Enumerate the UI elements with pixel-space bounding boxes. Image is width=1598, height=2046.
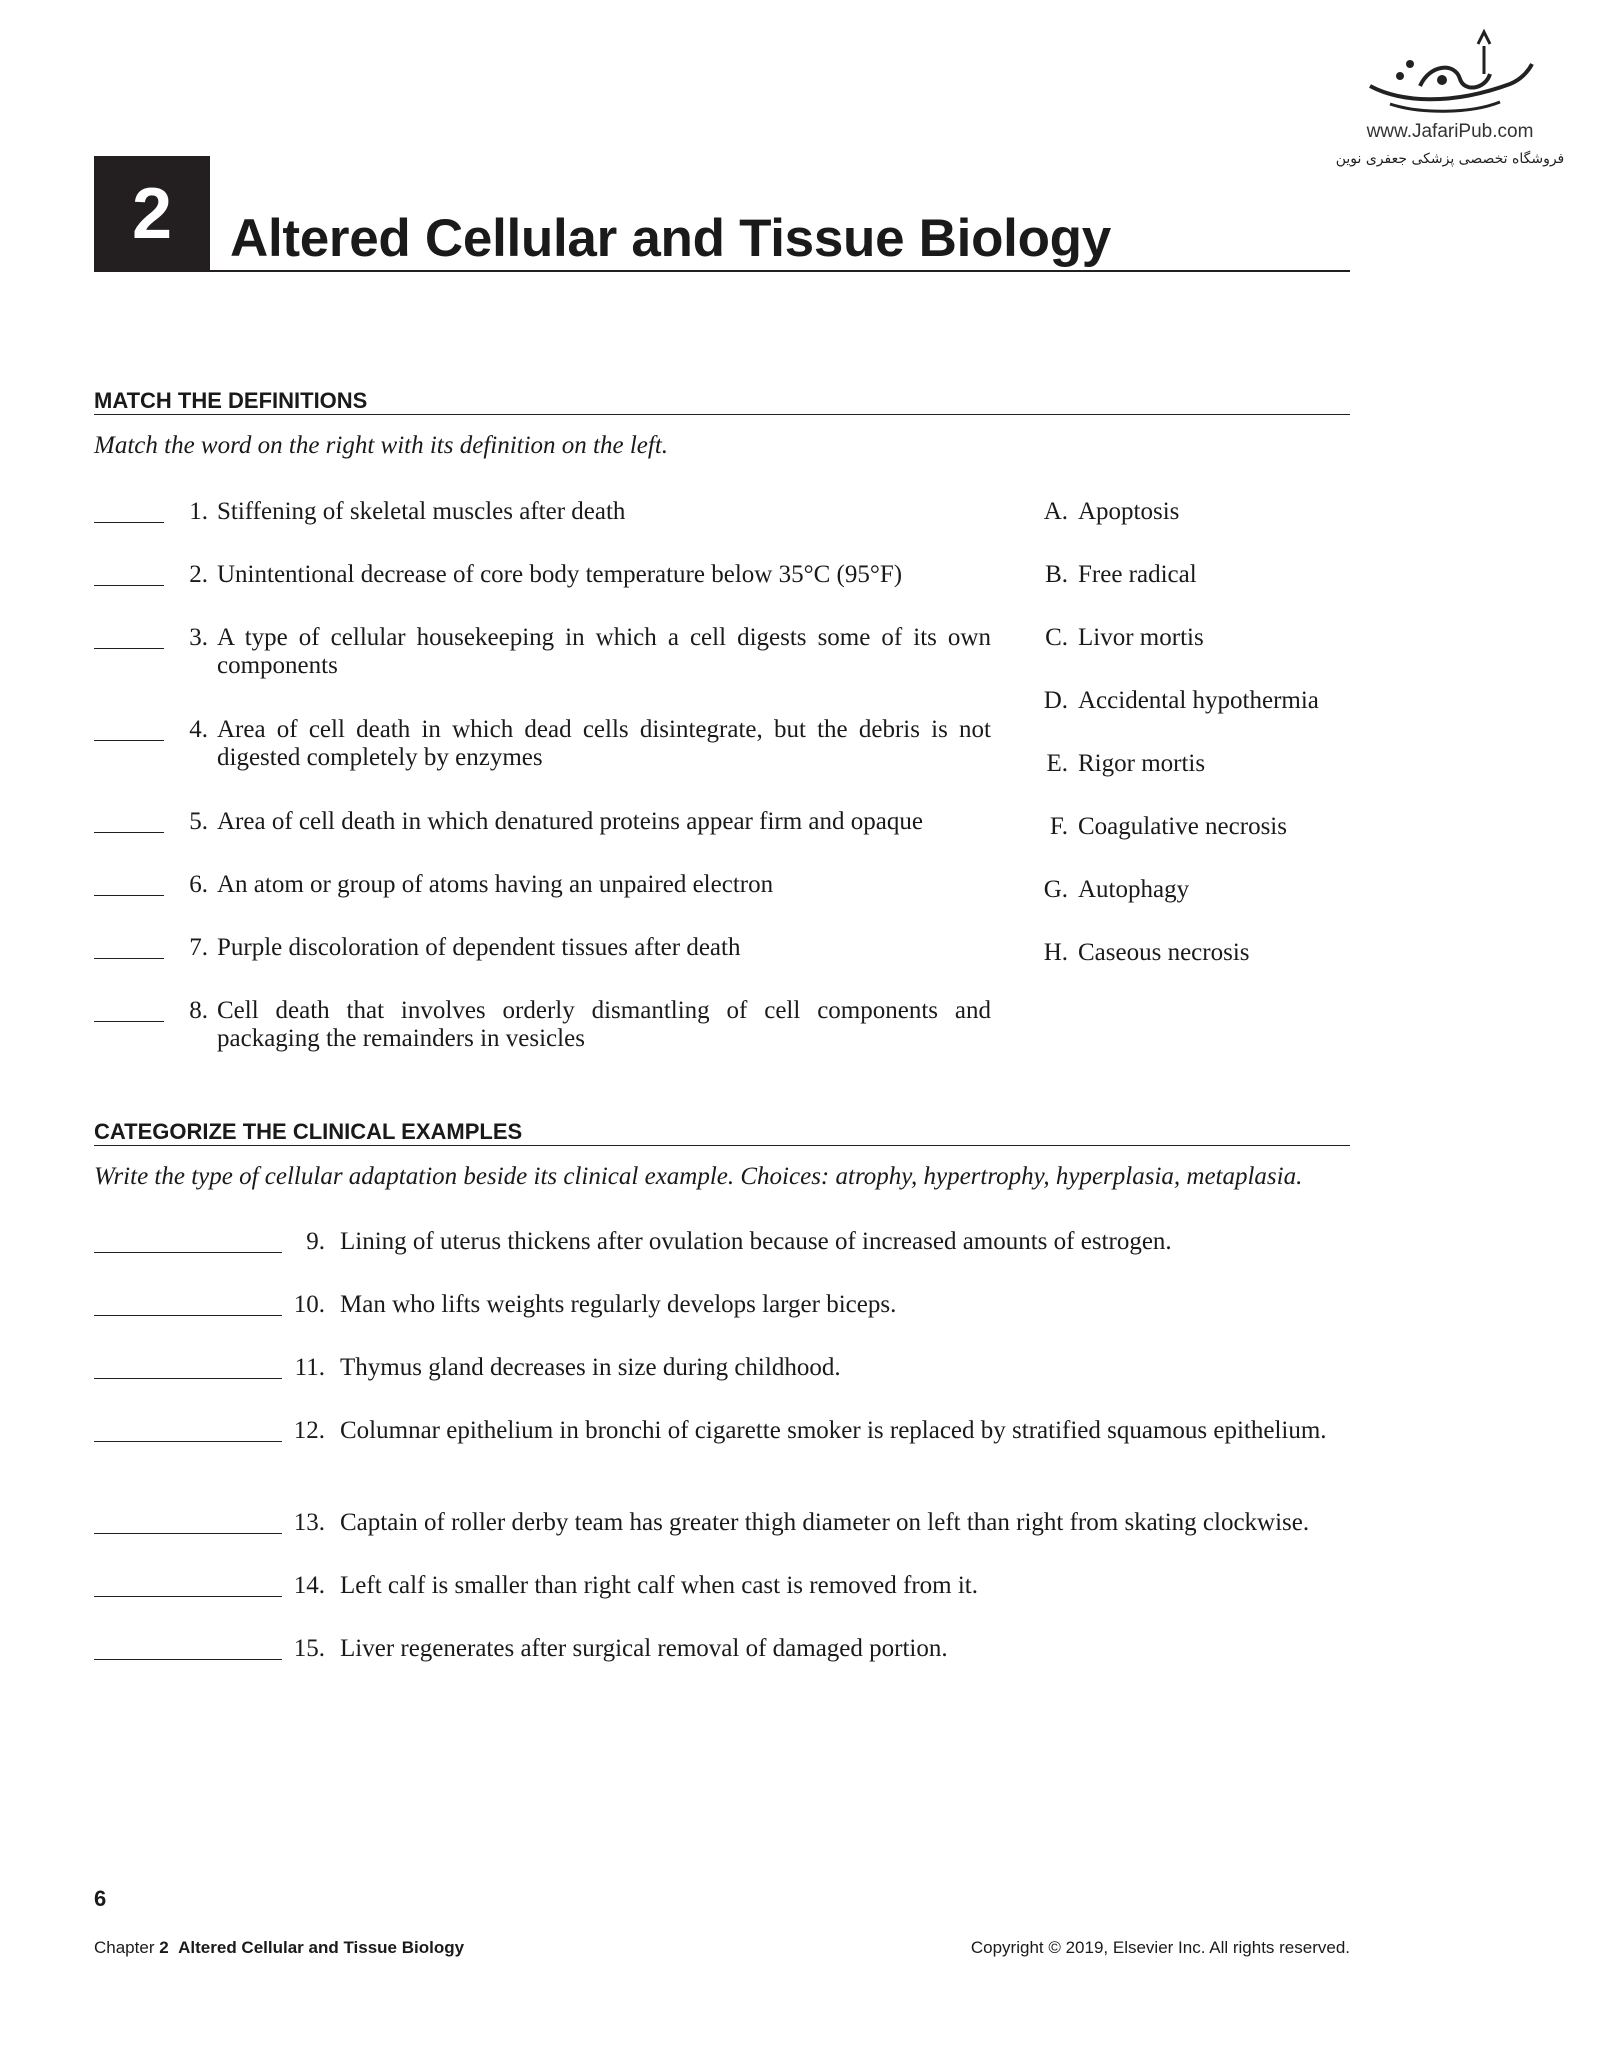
choice-letter: D.	[1043, 687, 1068, 714]
item-text: Purple discoloration of dependent tissues after death	[217, 934, 741, 961]
choice-text: Livor mortis	[1078, 624, 1204, 651]
footer-chapter	[94, 1938, 464, 1958]
watermark-logo	[1320, 24, 1580, 167]
item-number: 8.	[189, 997, 208, 1024]
item-text: Unintentional decrease of core body temperature below 35°C (95°F)	[217, 561, 903, 588]
item-number: 12.	[293, 1417, 325, 1444]
answer-blank[interactable]	[94, 1441, 282, 1442]
item-number: 7.	[189, 934, 208, 961]
item-number: 2.	[189, 561, 208, 588]
item-text: Left calf is smaller than right calf when cast is removed from it.	[340, 1572, 978, 1599]
match-instructions: Match the word on the right with its definition on the left.	[94, 432, 669, 459]
footer-chapter-number: 2	[159, 1938, 169, 1957]
item-text: Captain of roller derby team has greater thigh diameter on left than right from skating clockwise.	[340, 1509, 1310, 1536]
item-number: 15.	[293, 1635, 325, 1662]
item-number: 3.	[189, 624, 208, 651]
answer-blank[interactable]	[94, 832, 164, 833]
choice-text: Accidental hypothermia	[1078, 687, 1319, 714]
choice-c	[1030, 624, 1204, 652]
item-number: 10.	[293, 1291, 325, 1318]
choice-letter: G.	[1043, 876, 1068, 903]
watermark-tagline: فروشگاه تخصصی پزشکی جعفری نوین	[1335, 151, 1565, 167]
choice-d	[1030, 687, 1319, 715]
choice-letter: A.	[1043, 498, 1068, 525]
answer-blank[interactable]	[94, 1596, 282, 1597]
choice-letter: E.	[1046, 750, 1068, 777]
footer-chapter-title: Altered Cellular and Tissue Biology	[178, 1938, 465, 1957]
page-number: 6	[94, 1886, 107, 1911]
choice-text: Autophagy	[1078, 876, 1190, 903]
item-text: Stiffening of skeletal muscles after death	[217, 498, 626, 525]
watermark-url: www.JafariPub.com	[1366, 121, 1534, 142]
answer-blank[interactable]	[94, 1378, 282, 1379]
choice-letter: C.	[1045, 624, 1068, 651]
choice-text: Coagulative necrosis	[1078, 813, 1287, 840]
item-text: Columnar epithelium in bronchi of cigarette smoker is replaced by stratified squamous epithelium.	[340, 1417, 1327, 1444]
item-text: Area of cell death in which dead cells disintegrate, but the debris is not digested completely by enzymes	[217, 716, 991, 771]
footer-copyright: Copyright © 2019, Elsevier Inc. All rights reserved.	[970, 1938, 1350, 1957]
item-number: 4.	[189, 716, 208, 743]
answer-blank[interactable]	[94, 958, 164, 959]
choice-f	[1030, 813, 1287, 841]
section-heading-match: MATCH THE DEFINITIONS	[94, 388, 368, 413]
answer-blank[interactable]	[94, 648, 164, 649]
item-text: Liver regenerates after surgical removal of damaged portion.	[340, 1635, 948, 1662]
choice-a	[1030, 498, 1179, 526]
item-number: 1.	[189, 498, 208, 525]
choice-g	[1030, 876, 1189, 904]
item-text: Lining of uterus thickens after ovulation because of increased amounts of estrogen.	[340, 1228, 1172, 1255]
answer-blank[interactable]	[94, 1659, 282, 1660]
footer-chapter-label: Chapter	[94, 1938, 155, 1957]
answer-blank[interactable]	[94, 1021, 164, 1022]
answer-blank[interactable]	[94, 740, 164, 741]
answer-blank[interactable]	[94, 585, 164, 586]
item-number: 9.	[306, 1228, 325, 1255]
answer-blank[interactable]	[94, 1252, 282, 1253]
section-rule-categorize	[94, 1145, 1350, 1146]
answer-blank[interactable]	[94, 1533, 282, 1534]
item-text: Thymus gland decreases in size during childhood.	[340, 1354, 841, 1381]
item-number: 13.	[293, 1509, 325, 1536]
choice-text: Apoptosis	[1078, 498, 1180, 525]
item-text: Area of cell death in which denatured proteins appear firm and opaque	[217, 808, 923, 835]
item-text: An atom or group of atoms having an unpaired electron	[217, 871, 774, 898]
choice-text: Rigor mortis	[1078, 750, 1206, 777]
answer-blank[interactable]	[94, 1315, 282, 1316]
choice-e	[1030, 750, 1205, 778]
title-rule	[210, 270, 1350, 272]
choice-h	[1030, 939, 1250, 967]
choice-b	[1030, 561, 1197, 589]
choice-text: Caseous necrosis	[1078, 939, 1250, 966]
choice-letter: H.	[1043, 939, 1068, 966]
item-number: 14.	[293, 1572, 325, 1599]
item-text: A type of cellular housekeeping in which a cell digests some of its own components	[217, 624, 991, 679]
item-number: 5.	[189, 808, 208, 835]
calligraphy-logo-icon	[1360, 24, 1540, 119]
answer-blank[interactable]	[94, 522, 164, 523]
categorize-instructions: Write the type of cellular adaptation beside its clinical example. Choices: atrophy, hypertrophy, hyperplasia, metaplasia.	[94, 1163, 1303, 1190]
choice-letter: B.	[1045, 561, 1068, 588]
section-heading-categorize: CATEGORIZE THE CLINICAL EXAMPLES	[94, 1119, 523, 1144]
answer-blank[interactable]	[94, 895, 164, 896]
item-number: 11.	[294, 1354, 325, 1381]
item-number: 6.	[189, 871, 208, 898]
item-text: Cell death that involves orderly dismantling of cell components and packaging the remainders in vesicles	[217, 997, 991, 1052]
choice-text: Free radical	[1078, 561, 1197, 588]
chapter-number-box: 2	[94, 156, 210, 272]
choice-letter: F.	[1049, 813, 1068, 840]
section-rule-match	[94, 414, 1350, 415]
chapter-title: Altered Cellular and Tissue Biology	[230, 209, 1111, 268]
item-text: Man who lifts weights regularly develops larger biceps.	[340, 1291, 897, 1318]
